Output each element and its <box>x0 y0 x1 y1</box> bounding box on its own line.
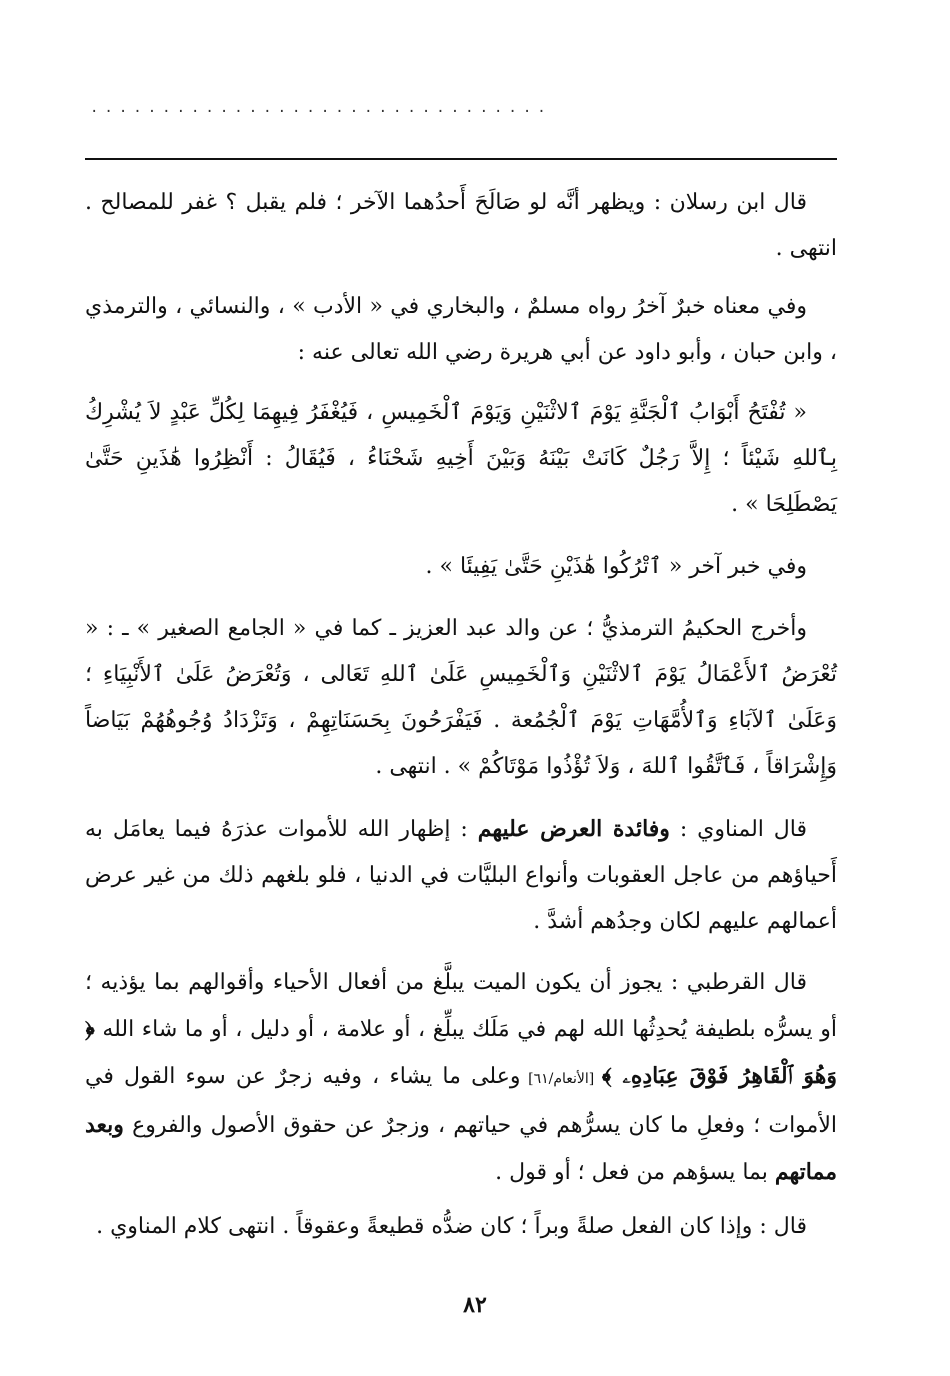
paragraph-ibn-raslan: قال ابن رسلان : ويظهر أنَّه لو صَالَحَ أَحدُهما الآخر ؛ فلم يقبل ؟ غفر للمصالح . انتهى . <box>85 190 837 261</box>
verse-reference: [الأنعام/٦١] <box>520 1071 602 1087</box>
paragraph-hadith-sources: وفي معناه خبرٌ آخرُ رواه مسلمٌ ، والبخاري في « الأدب » ، والنسائي ، والترمذي ، وابن حبان ، وأبو داود عن أبي هريرة رضي الله تعالى عنه : <box>85 294 837 365</box>
munawi-bold-phrase: وفائدة العرض عليهم <box>477 816 670 842</box>
paragraph-munawi <box>85 806 837 944</box>
header-rule <box>85 158 837 160</box>
paragraph-hadith-gates-of-paradise: « تُفْتَحُ أَبْوَابُ ٱلْجَنَّةِ يَوْمَ ٱلاثْنَيْنِ وَيَوْمَ ٱلْخَمِيسِ ، فَيُغْفَرُ فِيهِمَا لِكُلِّ عَبْدٍ لاَ يُشْرِكُ بِٱللهِ شَيْئاً ؛ إِلاَّ رَجُلٌ كَانَتْ بَيْنَهُ وَبَيْنَ أَخِيهِ شَحْنَاءُ ، فَيُقَالُ : أَنْظِرُوا هَٰذَينِ حَتَّىٰ يَصْطَلِحَا » . <box>85 400 837 517</box>
quran-verse: ﴿ وَهُوَ ٱلْقَاهِرُ فَوْقَ عِبَادِهِۦ ﴾ <box>85 1016 838 1089</box>
munawi-text: : إظهار الله للأموات عذرَهُ فيما يعامَل به أَحياؤهم من عاجل العقوبات وأنواع البليَّات في الدنيا ، فلو بلغهم ذلك من غير عرض أعمالهم عليهم لكان وجدُهم أشدَّ . <box>85 817 837 934</box>
qurtubi-text-c: بما يسؤهم من فعل ؛ أو قول . <box>495 1160 775 1185</box>
qurtubi-text-a: قال القرطبي : يجوز أن يكون الميت يبلَّغ من أفعال الأحياء وأقوالهم بما يؤذيه ؛ أو يسرُّه بلطيفة يُحدِثُها الله لهم في مَلَك يبلِّغ ، أو علامة ، أو دليل ، أو ما شاء الله <box>85 970 837 1042</box>
munawi-lead: قال المناوي : <box>669 817 807 842</box>
paragraph-closing: قال : وإذا كان الفعل صلةً وبراً ؛ كان ضدُّه قطيعةً وعقوقاً . انتهى كلام المناوي . <box>96 1214 807 1239</box>
paragraph-qurtubi <box>85 960 837 1190</box>
page-number: ٨٢ <box>463 1292 487 1318</box>
qurtubi-bold-phrase: وبعد مماتهم <box>85 1112 837 1185</box>
paragraph-hakim-tirmidhi: وأخرج الحكيمُ الترمذيُّ ؛ عن والد عبد العزيز ـ كما في « الجامع الصغير » ـ : « تُعْرَضُ ٱلأَعْمَالُ يَوْمَ ٱلاثْنَيْنِ وَٱلْخَمِيسِ عَلَىٰ ٱللهِ تَعَالى ، وَتُعْرَضُ عَلَىٰ ٱلأَنْبِيَاءِ ؛ وَعَلَىٰ ٱلآبَاءِ وَٱلأُمَّهَاتِ يَوْمَ ٱلْجُمُعة . فَيَفْرَحُونَ بِحَسَنَاتِهِمْ ، وَتَزْدَادُ وُجُوهُهُمْ بَيَاضاً وَإِشْرَاقاً ، فَٱتَّقُوا ٱللهَ ، وَلاَ تُؤْذُوا مَوْتَاكُمْ » . انتهى . <box>85 616 837 779</box>
page-body <box>85 180 837 1296</box>
qurtubi-text-b: وعلى ما يشاء ، وفيه زجرٌ عن سوء القول في الأموات ؛ وفعلِ ما كان يسرُّهم في حياتهم ، وزجرٌ عن حقوق الأصول والفروع <box>85 1064 837 1138</box>
footnote-continuation-dots: ................................ <box>90 100 552 116</box>
paragraph-another-report: وفي خبر آخر « ٱتْرُكُوا هَٰذَيْنِ حَتَّىٰ يَفِيئَا » . <box>425 554 807 579</box>
